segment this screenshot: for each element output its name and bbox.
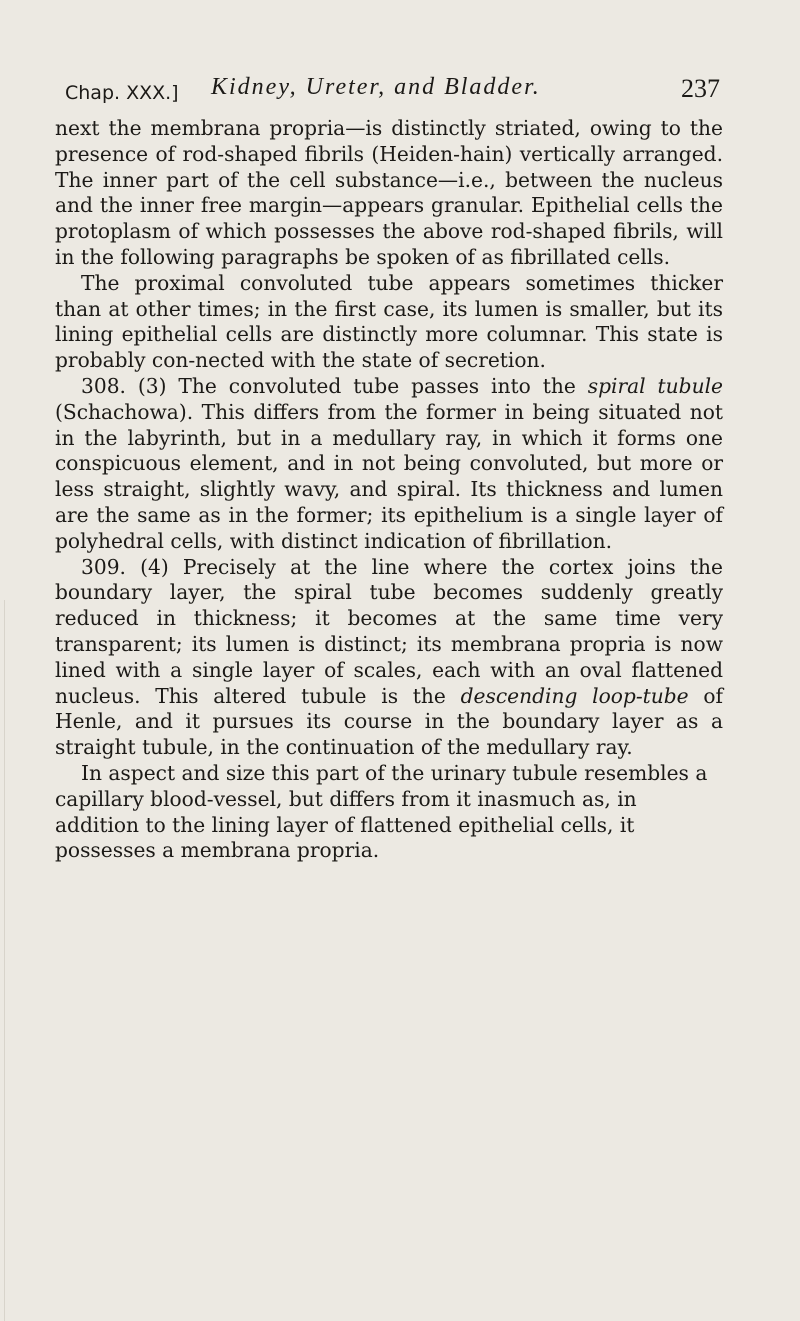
paragraph-urinary-tubule: In aspect and size this part of the urinary tubule resembles a capillary blood-vessel, but differs from it inasmuch as, in addition to the lining layer of flattened epithelial cells, it possesses a membrana propria.	[55, 760, 708, 863]
body-text	[55, 116, 723, 864]
paragraph-proximal-tube: The proximal convoluted tube appears sometimes thicker than at other times; in the first case, its lumen is smaller, but its lining epithelial cells are distinctly more columnar. This state is probably con-nected with the state of secretion.	[55, 270, 723, 373]
page-number: 237	[681, 74, 720, 103]
page-edge-line	[4, 600, 5, 1321]
running-header	[65, 70, 720, 110]
paragraph-309-text-before: 309. (4) Precisely at the line where the cortex joins the boundary layer, the spiral tube becomes suddenly greatly reduced in thickness; it becomes at the same time very transparent; its lumen is distinct; its membrana propria is now lined with a single layer of scales, each with an oval flattened nucleus. This altered tubule is the	[55, 554, 723, 708]
paragraph-309-text-after: of Henle, and it pursues its course in the boundary layer as a straight tubule, in the continuation of the medullary ray.	[55, 683, 724, 760]
paragraph-308-text-before: 308. (3) The convoluted tube passes into the	[81, 373, 588, 398]
running-title: Kidney, Ureter, and Bladder.	[211, 74, 541, 100]
paragraph-308	[55, 374, 723, 555]
paragraph-309	[55, 555, 723, 761]
paragraph-continuation: next the membrana propria—is distinctly striated, owing to the presence of rod-shaped fibrils (Heiden-hain) vertically arranged. The inner part of the cell substance—i.e., between the nucleus and the inner free margin—appears granular. Epithelial cells the protoplasm of which possesses the above rod-shaped fibrils, will in the following paragraphs be spoken of as fibrillated cells.	[55, 116, 723, 269]
paragraph-309-italic-term: descending loop-tube	[460, 683, 689, 708]
paragraph-308-text-after: (Schachowa). This differs from the former in being situated not in the labyrinth, but in a medullary ray, in which it forms one conspicuous element, and in not being convoluted, but more or less straight, slightly wavy, and spiral. Its thickness and lumen are the same as in the former; its epithelium is a single layer of polyhedral cells, with distinct indication of fibrillation.	[55, 399, 723, 553]
chapter-label: Chap. XXX.]	[65, 82, 179, 104]
paragraph-308-italic-term: spiral tubule	[587, 373, 723, 398]
